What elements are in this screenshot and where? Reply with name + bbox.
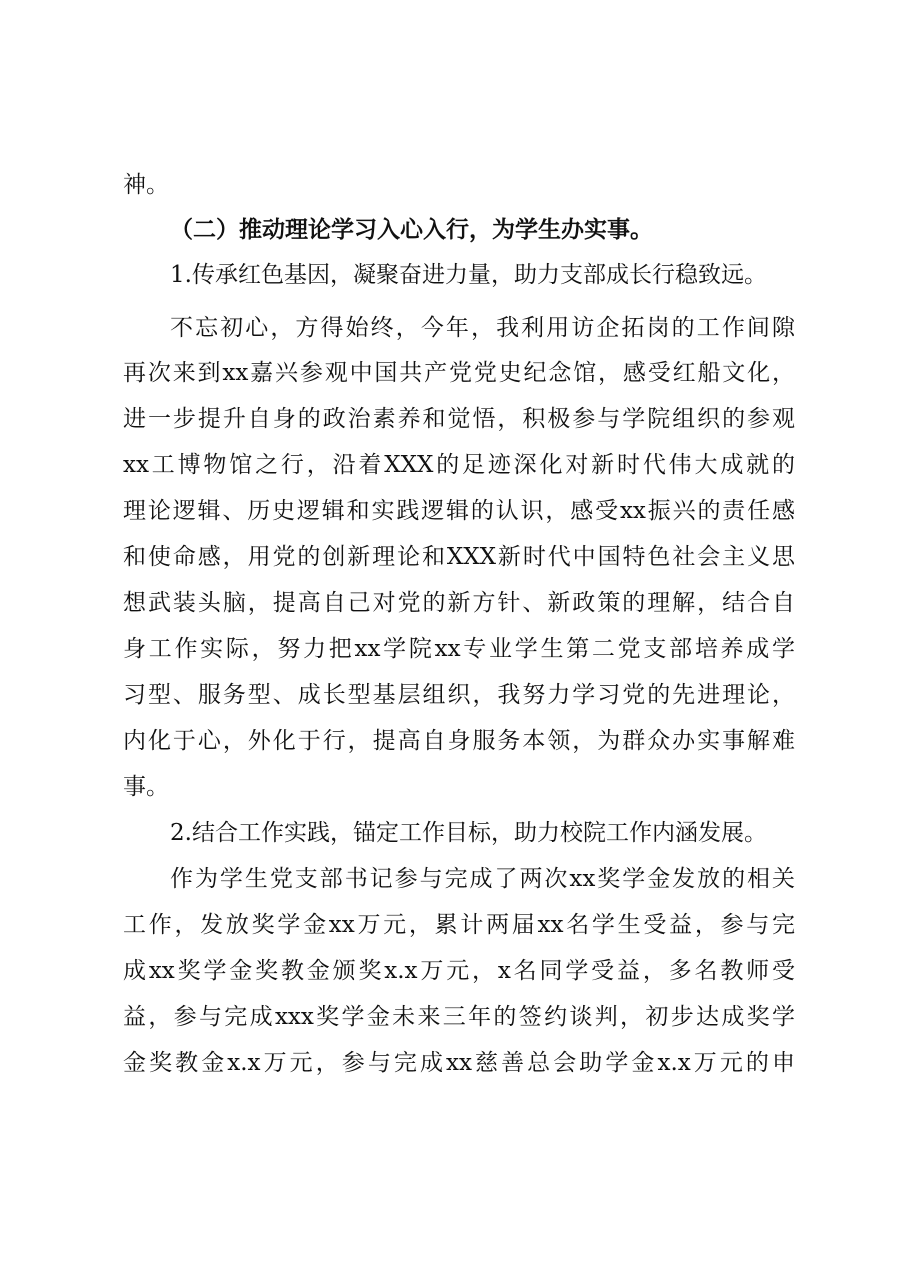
subheading-1: 1.传承红色基因，凝聚奋进力量，助力支部成长行稳致远。 [170, 262, 767, 288]
text-line: 想武装头脑，提高自己对党的新方针、新政策的理解，结合自 [123, 590, 795, 616]
text-line: 和使命感，用党的创新理论和XXX新时代中国特色社会主义思 [123, 544, 795, 570]
text-line: 工作，发放奖学金xx万元，累计两届xx名学生受益，参与完 [123, 912, 795, 938]
text-line: 再次来到xx嘉兴参观中国共产党党史纪念馆，感受红船文化， [123, 360, 795, 386]
text-line: 成xx奖学金奖教金颁奖x.x万元，x名同学受益，多名教师受 [123, 958, 795, 984]
subheading-2: 2.结合工作实践，锚定工作目标，助力校院工作内涵发展。 [170, 820, 767, 846]
text-line: 进一步提升自身的政治素养和觉悟，积极参与学院组织的参观 [123, 406, 795, 432]
text-line: 金奖教金x.x万元，参与完成xx慈善总会助学金x.x万元的申 [123, 1050, 795, 1076]
text-line: 内化于心，外化于行，提高自身服务本领，为群众办实事解难 [123, 728, 795, 754]
text-line: 作为学生党支部书记参与完成了两次xx奖学金发放的相关 [170, 866, 795, 892]
text-line: xx工博物馆之行，沿着XXX的足迹深化对新时代伟大成就的 [123, 452, 795, 478]
text-line: 事。 [123, 774, 169, 800]
text-line: 习型、服务型、成长型基层组织，我努力学习党的先进理论， [123, 682, 795, 708]
text-line: 益，参与完成xxx奖学金未来三年的签约谈判，初步达成奖学 [123, 1004, 795, 1030]
section-heading: （二）推动理论学习入心入行，为学生办实事。 [170, 216, 653, 243]
text-line: 神。 [123, 172, 169, 198]
text-line: 身工作实际，努力把xx学院xx专业学生第二党支部培养成学 [123, 636, 795, 662]
text-line: 不忘初心，方得始终，今年，我利用访企拓岗的工作间隙 [170, 315, 795, 341]
text-line: 理论逻辑、历史逻辑和实践逻辑的认识，感受xx振兴的责任感 [123, 498, 795, 524]
